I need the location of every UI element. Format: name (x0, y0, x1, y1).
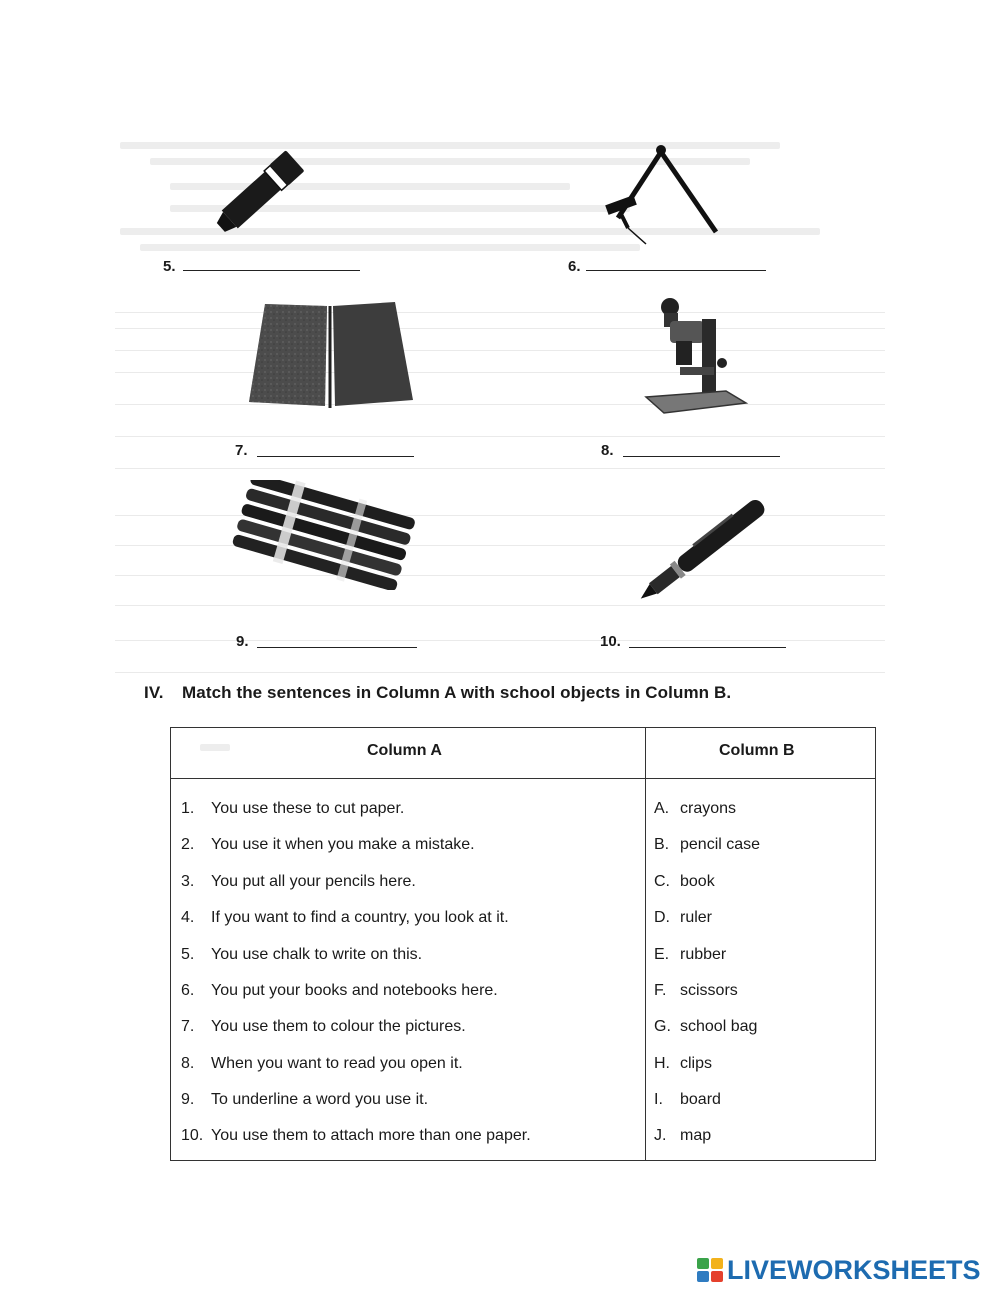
column-a-item: 2. You use it when you make a mistake. (181, 836, 475, 853)
header-divider (171, 778, 875, 779)
answer-blank-6[interactable] (586, 270, 766, 271)
book-icon (245, 298, 415, 418)
matching-table (170, 727, 876, 1161)
column-b-item: J. map (654, 1127, 712, 1144)
column-b-item: E. rubber (654, 946, 727, 963)
column-a-item: 5. You use chalk to write on this. (181, 946, 423, 963)
column-a-item: 10. You use them to attach more than one paper. (181, 1127, 531, 1144)
column-a-item: 9. To underline a word you use it. (181, 1091, 429, 1108)
liveworksheets-logo (697, 1255, 981, 1285)
picture-number: 10. (600, 633, 621, 650)
answer-blank-7[interactable] (257, 456, 414, 457)
column-a-header: Column A (367, 742, 442, 759)
column-b-item: D. ruler (654, 909, 713, 926)
column-a-item: 3. You put all your pencils here. (181, 873, 416, 890)
compass-icon (598, 140, 728, 250)
answer-blank-8[interactable] (623, 456, 780, 457)
microscope-icon (640, 293, 750, 418)
section-instruction (144, 683, 731, 703)
section-numeral: IV. (144, 683, 164, 702)
column-b-item: I. board (654, 1091, 721, 1108)
section-instruction-text: Match the sentences in Column A with school objects in Column B. (182, 683, 732, 702)
answer-blank-9[interactable] (257, 647, 417, 648)
column-b-item: C. book (654, 873, 715, 890)
crayons-icon (228, 480, 418, 590)
column-b-item: B. pencil case (654, 836, 761, 853)
logo-mark-icon (697, 1258, 723, 1282)
picture-number: 9. (236, 633, 249, 650)
column-b-item: H. clips (654, 1055, 713, 1072)
answer-blank-10[interactable] (629, 647, 786, 648)
picture-number: 8. (601, 442, 614, 459)
answer-blank-5[interactable] (183, 270, 360, 271)
picture-number: 7. (235, 442, 248, 459)
column-b-item: A. crayons (654, 800, 737, 817)
column-a-item: 7. You use them to colour the pictures. (181, 1018, 466, 1035)
column-a-item: 4. If you want to find a country, you look at it. (181, 909, 509, 926)
column-b-header: Column B (719, 742, 795, 759)
column-b-item: F. scissors (654, 982, 738, 999)
column-b-item: G. school bag (654, 1018, 758, 1035)
picture-number: 6. (568, 258, 581, 275)
column-a-item: 6. You put your books and notebooks here. (181, 982, 498, 999)
highlighter-icon (198, 134, 318, 254)
column-divider (645, 728, 646, 1160)
picture-number: 5. (163, 258, 176, 275)
brand-name: LIVEWORKSHEETS (727, 1254, 981, 1285)
column-a-item: 8. When you want to read you open it. (181, 1055, 463, 1072)
fountain-pen-icon (618, 480, 788, 620)
column-a-item: 1. You use these to cut paper. (181, 800, 405, 817)
